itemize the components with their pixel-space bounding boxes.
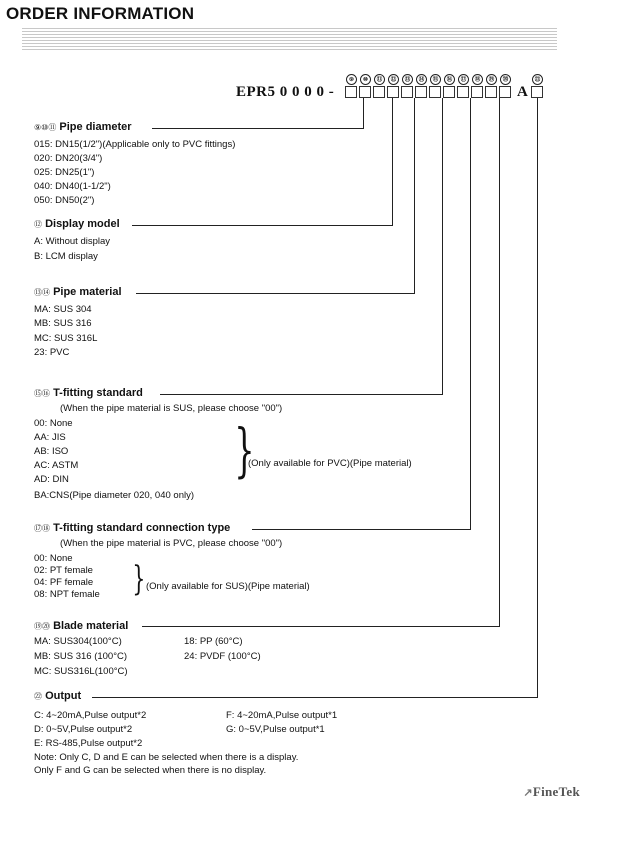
code-box-15 [429, 86, 441, 98]
title-stripes [22, 28, 557, 52]
digit-position-label: ⑱ [472, 74, 483, 85]
list-item: 020: DN20(3/4") [34, 153, 103, 164]
digit-position-label: ⑪ [374, 74, 385, 85]
connector-line [470, 98, 471, 529]
list-item: AC: ASTM [34, 460, 79, 471]
curly-brace-icon: } [234, 416, 255, 484]
list-item: MB: SUS 316 [34, 318, 92, 329]
logo-text: FineTek [532, 784, 580, 799]
list-item: B: LCM display [34, 251, 98, 262]
finetek-logo [523, 784, 580, 800]
output-note: Only F and G can be selected when there is no display. [34, 765, 267, 776]
connector-line [392, 98, 393, 225]
list-item: MC: SUS 316L [34, 333, 98, 344]
list-item: 00: None [34, 418, 73, 429]
section-label: Display model [45, 218, 120, 230]
section-marker: ⑰⑱ [34, 524, 50, 533]
code-box-10 [359, 86, 371, 98]
list-item: AB: ISO [34, 446, 69, 457]
digit-position-label: ⑮ [430, 74, 441, 85]
list-item: 015: DN15(1/2")(Applicable only to PVC fittings) [34, 139, 236, 150]
list-item: 00: None [34, 553, 73, 564]
section-label: T-fitting standard [53, 387, 143, 399]
section-marker: ⑬⑭ [34, 288, 50, 297]
code-box-11 [373, 86, 385, 98]
blade-material-heading [34, 620, 128, 632]
pipe-diameter-heading [34, 121, 132, 133]
list-item: A: Without display [34, 236, 111, 247]
section-marker: ⑫ [34, 220, 42, 229]
connector-line [136, 293, 415, 294]
list-item: 025: DN25(1") [34, 167, 95, 178]
list-item: 04: PF female [34, 577, 94, 588]
model-code-prefix: EPR5 0 0 0 0 - [236, 84, 335, 100]
digit-position-label: ⑨ [346, 74, 357, 85]
model-code-suffix: A [517, 84, 529, 100]
list-item: F: 4~20mA,Pulse output*1 [226, 710, 338, 721]
list-item: 23: PVC [34, 347, 70, 358]
section-marker: ⑮⑯ [34, 389, 50, 398]
list-item: 08: NPT female [34, 589, 100, 600]
digit-position-label: ⑩ [360, 74, 371, 85]
t-fitting-standard-heading [34, 387, 143, 399]
output-heading [34, 690, 81, 702]
section-marker: ⑨⑩⑪ [34, 123, 57, 132]
section-marker: ㉒ [34, 692, 42, 701]
curly-brace-icon: } [132, 559, 146, 599]
list-item: D: 0~5V,Pulse output*2 [34, 724, 133, 735]
code-box-16 [443, 86, 455, 98]
page-title: ORDER INFORMATION [6, 4, 195, 23]
list-item: C: 4~20mA,Pulse output*2 [34, 710, 147, 721]
digit-position-label: ⑫ [388, 74, 399, 85]
list-item: 02: PT female [34, 565, 93, 576]
list-item: MB: SUS 316 (100°C) [34, 651, 128, 662]
section-note: (When the pipe material is PVC, please choose "00") [60, 538, 283, 549]
brace-note: (Only available for PVC)(Pipe material) [248, 458, 412, 469]
section-note: (When the pipe material is SUS, please choose "00") [60, 403, 283, 414]
connector-line [499, 98, 500, 626]
connector-line [160, 394, 443, 395]
code-box-13 [401, 86, 413, 98]
code-box-14 [415, 86, 427, 98]
digit-position-label: ⑭ [416, 74, 427, 85]
section-label: Output [45, 690, 82, 702]
code-box-12 [387, 86, 399, 98]
code-box-19 [485, 86, 497, 98]
digit-position-label: ⑳ [500, 74, 511, 85]
code-box-22 [531, 86, 543, 98]
display-model-heading [34, 218, 120, 230]
digit-position-label: ⑰ [458, 74, 469, 85]
list-item: BA:CNS(Pipe diameter 020, 040 only) [34, 490, 194, 501]
section-label: Blade material [53, 620, 129, 632]
connector-line [142, 626, 500, 627]
pipe-material-heading [34, 286, 122, 298]
list-item: 050: DN50(2") [34, 195, 95, 206]
code-box-18 [471, 86, 483, 98]
section-label: Pipe diameter [59, 121, 132, 133]
list-item: MC: SUS316L(100°C) [34, 666, 128, 677]
digit-position-label: ⑬ [402, 74, 413, 85]
list-item: 24: PVDF (100°C) [184, 651, 261, 662]
list-item: AA: JIS [34, 432, 66, 443]
connector-line [442, 98, 443, 394]
connector-line [363, 98, 364, 128]
section-marker: ⑲⑳ [34, 622, 50, 631]
list-item: AD: DIN [34, 474, 69, 485]
list-item: 040: DN40(1-1/2") [34, 181, 111, 192]
list-item: E: RS-485,Pulse output*2 [34, 738, 143, 749]
brace-note: (Only available for SUS)(Pipe material) [146, 581, 310, 592]
code-box-17 [457, 86, 469, 98]
digit-position-label: ⑯ [444, 74, 455, 85]
connector-line [92, 697, 538, 698]
list-item: G: 0~5V,Pulse output*1 [226, 724, 325, 735]
connector-line [152, 128, 364, 129]
list-item: MA: SUS304(100°C) [34, 636, 122, 647]
connector-line [132, 225, 393, 226]
code-box-9 [345, 86, 357, 98]
section-label: T-fitting standard connection type [53, 522, 231, 534]
connector-line [537, 98, 538, 697]
logo-swirl-icon: ↗ [523, 787, 533, 799]
section-label: Pipe material [53, 286, 122, 298]
output-note: Note: Only C, D and E can be selected when there is a display. [34, 752, 299, 763]
list-item: MA: SUS 304 [34, 304, 92, 315]
t-fitting-connection-heading [34, 522, 230, 534]
code-box-20 [499, 86, 511, 98]
connector-line [414, 98, 415, 293]
digit-position-label: ⑲ [486, 74, 497, 85]
digit-position-label: ㉒ [532, 74, 543, 85]
list-item: 18: PP (60°C) [184, 636, 243, 647]
connector-line [252, 529, 471, 530]
